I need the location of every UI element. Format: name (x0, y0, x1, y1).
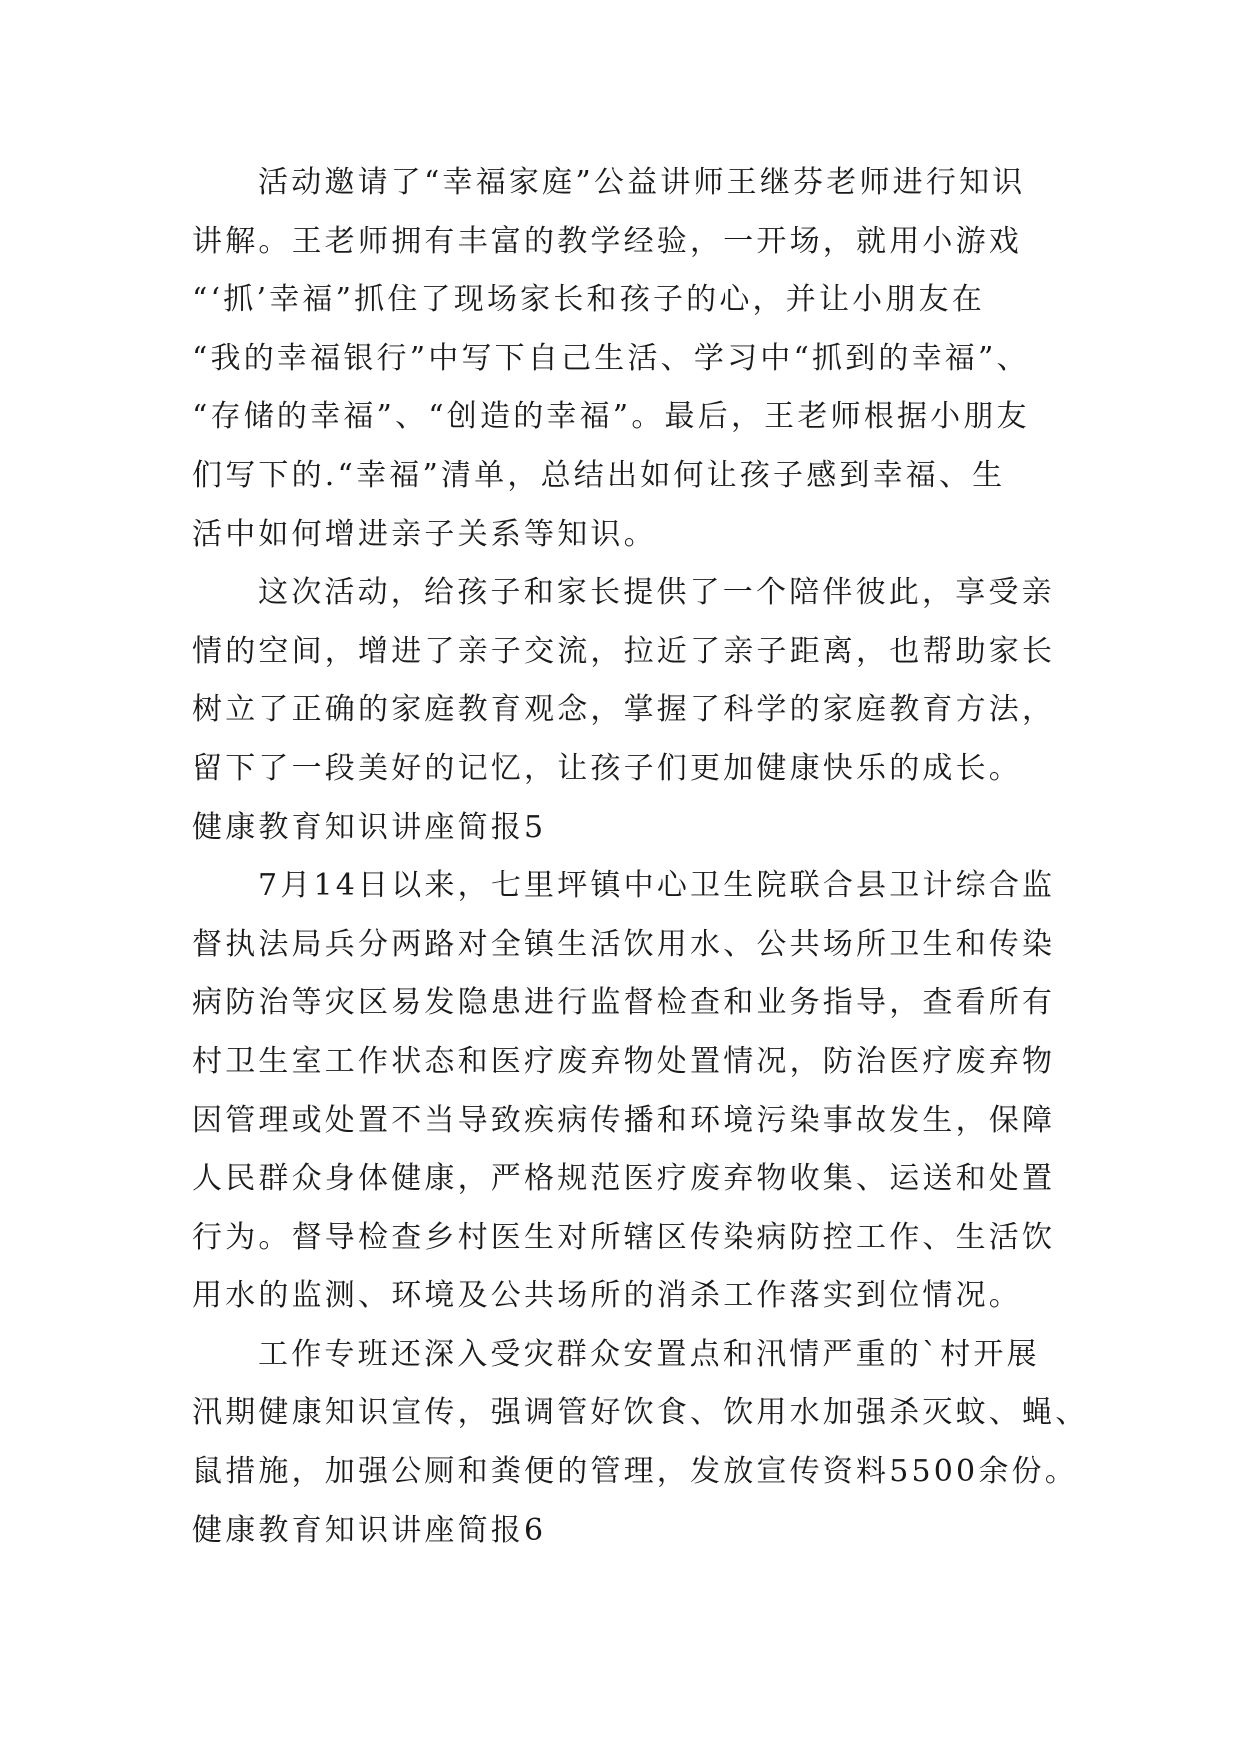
paragraph-line: “存储的幸福”、“创造的幸福”。最后，王老师根据小朋友 (192, 399, 1030, 435)
paragraph-line: 活动邀请了“幸福家庭”公益讲师王继芬老师进行知识 (258, 165, 1026, 200)
section-heading-briefing-6: 健康教育知识讲座简报6 (192, 1512, 547, 1548)
paragraph-line: 工作专班还深入受灾群众安置点和汛情严重的`村开展 (258, 1336, 1040, 1372)
paragraph-line: 树立了正确的家庭教育观念，掌握了科学的家庭教育方法， (192, 692, 1056, 728)
paragraph-line: 活中如何增进亲子关系等知识。 (192, 516, 657, 552)
paragraph-activity-summary (192, 564, 1092, 798)
paragraph-line: 们写下的.“幸福”清单，总结出如何让孩子感到幸福、生 (192, 457, 1006, 493)
paragraph-line: 村卫生室工作状态和医疗废弃物处置情况，防治医疗废弃物 (192, 1043, 1056, 1079)
paragraph-line: 因管理或处置不当导致疾病传播和环境污染事故发生，保障 (192, 1102, 1056, 1138)
paragraph-flood-season-publicity (192, 1326, 1092, 1502)
paragraph-line: 行为。督导检查乡村医生对所辖区传染病防控工作、生活饮 (192, 1219, 1056, 1255)
paragraph-activity-lecture (192, 154, 1092, 564)
paragraph-line: 病防治等灾区易发隐患进行监督检查和业务指导，查看所有 (192, 985, 1056, 1021)
paragraph-line: 人民群众身体健康，严格规范医疗废弃物收集、运送和处置 (192, 1161, 1056, 1197)
paragraph-line: 讲解。王老师拥有丰富的教学经验，一开场，就用小游戏 (192, 223, 1022, 259)
paragraph-line: 督执法局兵分两路对全镇生活饮用水、公共场所卫生和传染 (192, 926, 1056, 962)
paragraph-line: 鼠措施，加强公厕和粪便的管理，发放宣传资料5500余份。 (192, 1454, 1078, 1490)
document-body (192, 154, 1092, 1560)
paragraph-health-inspection (192, 857, 1092, 1326)
paragraph-line: 汛期健康知识宣传，强调管好饮食、饮用水加强杀灭蚊、蝇、 (192, 1395, 1089, 1431)
paragraph-line: 留下了一段美好的记忆，让孩子们更加健康快乐的成长。 (192, 750, 1022, 786)
paragraph-line: 用水的监测、环境及公共场所的消杀工作落实到位情况。 (192, 1278, 1022, 1314)
paragraph-line: 7月14日以来，七里坪镇中心卫生院联合县卫计综合监 (258, 868, 1056, 904)
paragraph-line: “我的幸福银行”中写下自己生活、学习中“抓到的幸福”、 (192, 340, 1030, 376)
paragraph-line: “‘抓’幸福”抓住了现场家长和孩子的心，并让小朋友在 (192, 282, 985, 318)
section-heading-briefing-5: 健康教育知识讲座简报5 (192, 809, 547, 845)
paragraph-line: 这次活动，给孩子和家长提供了一个陪伴彼此，享受亲 (258, 575, 1055, 611)
paragraph-line: 情的空间，增进了亲子交流，拉近了亲子距离，也帮助家长 (192, 633, 1056, 669)
